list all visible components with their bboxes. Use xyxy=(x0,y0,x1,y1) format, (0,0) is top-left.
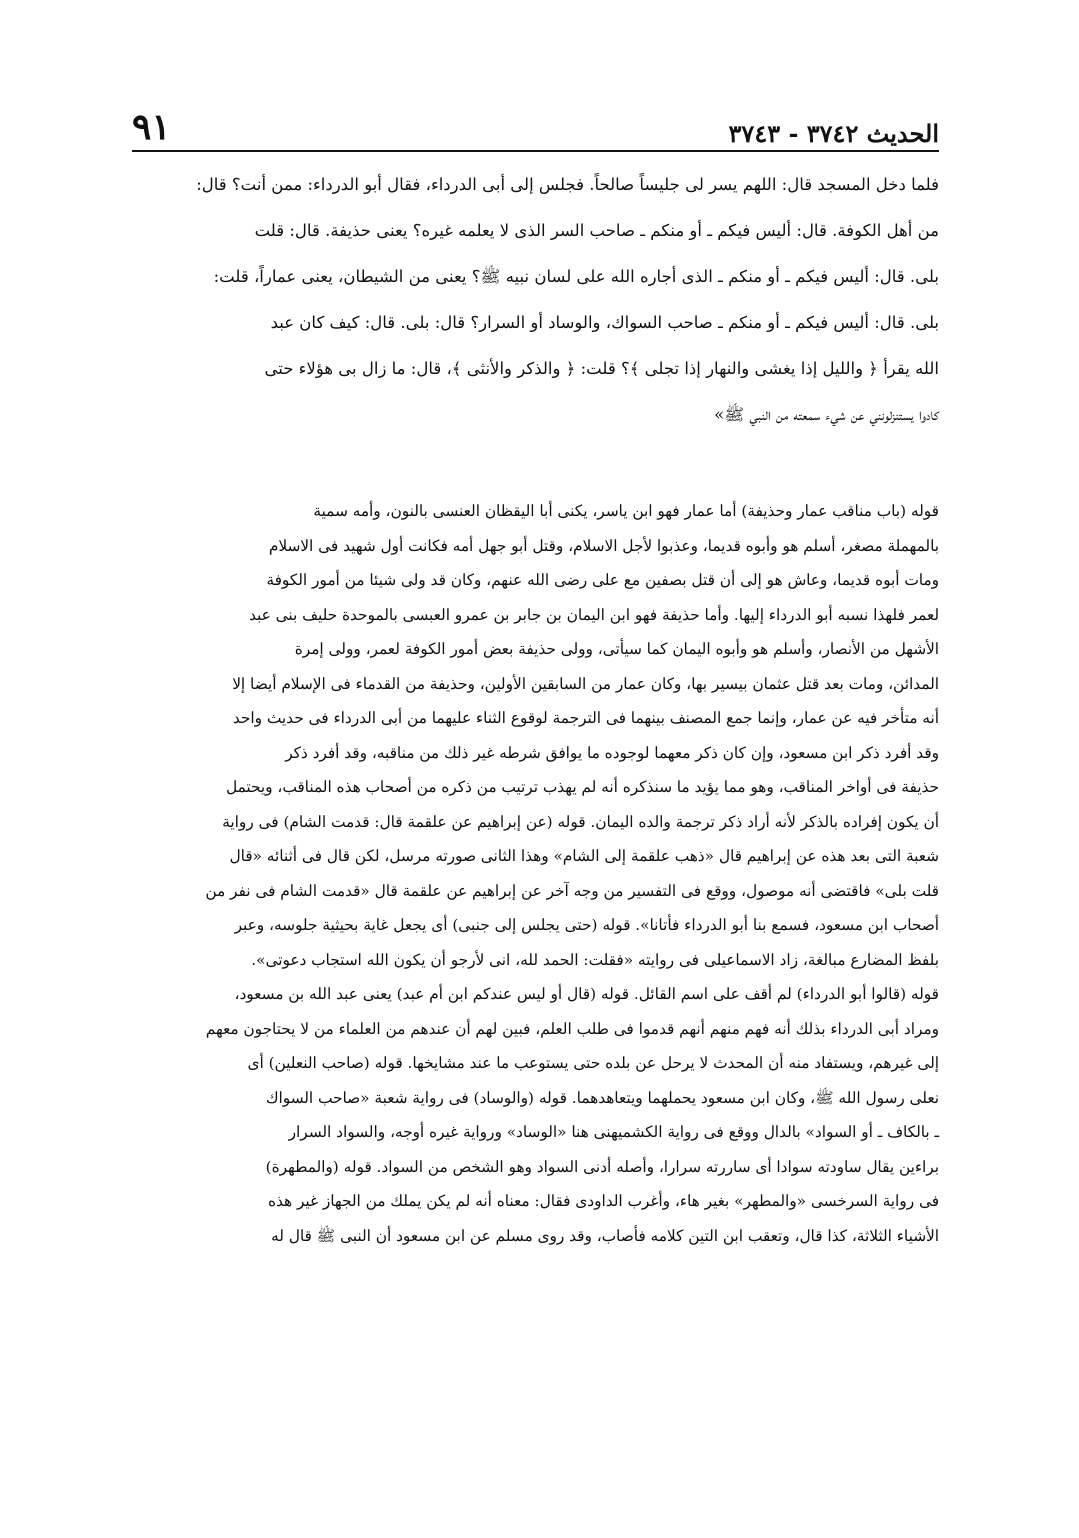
commentary-line: المدائن، ومات بعد قتل عثمان بيسير بها، وكان عمار من السابقين الأولين، وحذيفة من القدماء فى الإسلام أيضا إلا xyxy=(232,674,939,693)
commentary-line: حذيفة فى أواخر المناقب، وهو مما يؤيد ما سنذكره أنه لم يهذب ترتيب من ذكره من أصحاب هذه المناقب، ويحتمل xyxy=(225,778,939,796)
commentary-line: فى رواية السرخسى «والمطهر» بغير هاء، وأغرب الداودى فقال: معناه أنه لم يكن يملك من الجهاز غير هذه xyxy=(267,1192,939,1210)
header-rule xyxy=(132,150,939,152)
commentary-line: أصحاب ابن مسعود، فسمع بنا أبو الدرداء فأتانا». قوله (حتى يجلس إلى جنبى) أى يجعل غاية بحيثية جلوسه، وعبر xyxy=(234,916,939,934)
commentary-line: براءين يقال ساودته سوادا أى ساررته سرارا، وأصله أدنى السواد وهو الشخص من السواد. قوله (والمطهرة) xyxy=(265,1157,939,1176)
commentary-line: ومراد أبى الدرداء بذلك أنه فهم منهم أنهم قدموا فى طلب العلم، فبين لهم أن عندهم من العلماء من لا يحتاجون معهم xyxy=(205,1019,939,1038)
commentary-line: لعمر فلهذا نسبه أبو الدرداء إليها. وأما حذيفة فهو ابن اليمان بن جابر بن عمرو العبسى بالموحدة حليف بنى عبد xyxy=(249,605,939,624)
commentary-line: ومات أبوه قديما، وعاش هو إلى أن قتل بصفين مع على رضى الله عنهم، وكان قد ولى شيئا من أمور الكوفة xyxy=(266,571,939,589)
commentary-line: إلى غيرهم، ويستفاد منه أن المحدث لا يرحل عن بلده حتى يستوعب ما عند مشايخها. قوله (صاحب النعلين) أى xyxy=(247,1054,939,1072)
commentary-line: قوله (قالوا أبو الدرداء) لم أقف على اسم القائل. قوله (قال أو ليس عندكم ابن أم عبد) يعنى عبد الله بن مسعود، xyxy=(234,985,939,1003)
hadith-line: فلما دخل المسجد قال: اللهم يسر لى جليساً صالحاً. فجلس إلى أبى الدرداء، فقال أبو الدرداء: ممن أنت؟ قال: xyxy=(196,175,939,194)
commentary-line: أن يكون إفراده بالذكر لأنه أراد ذكر ترجمة والده اليمان. قوله (عن إبراهيم عن علقمة قال: قدمت الشام) فى رواية xyxy=(222,812,939,831)
hadith-line: من أهل الكوفة. قال: أليس فيكم ـ أو منكم ـ صاحب السر الذى لا يعلمه غيره؟ يعنى حذيفة. قال: قلت xyxy=(254,221,939,240)
commentary-text xyxy=(140,494,939,1253)
page-header xyxy=(132,92,939,148)
hadith-line: الله يقرأ ﴿ والليل إذا يغشى والنهار إذا تجلى ﴾؟ قلت: ﴿ والذكر والأنثى ﴾، قال: ما زال بى هؤلاء حتى xyxy=(264,359,939,378)
commentary-line: ـ بالكاف ـ أو السواد» بالدال ووقع فى رواية الكشميهنى هنا «الوساد» ورواية غيره أوجه، والسواد السرار xyxy=(288,1123,939,1141)
commentary-line: قوله (باب مناقب عمار وحذيفة) أما عمار فهو ابن ياسر، يكنى أبا اليقظان العنسى بالنون، وأمه سمية xyxy=(313,502,939,520)
commentary-line: بالمهملة مصغر، أسلم هو وأبوه قديما، وعذبوا لأجل الاسلام، وقتل أبو جهل أمه فكانت أول شهيد فى الاسلام xyxy=(268,536,939,555)
commentary-line: وقد أفرد ذكر ابن مسعود، وإن كان ذكر معهما لوجوده ما يوافق شرطه غير ذلك من مناقبه، وقد أفرد ذكر xyxy=(285,743,939,762)
commentary-line: قلت بلى» فاقتضى أنه موصول، ووقع فى التفسير من وجه آخر عن إبراهيم عن علقمة قال «قدمت الشام فى نفر من xyxy=(205,881,939,900)
page-number: ٩١ xyxy=(132,106,171,148)
hadith-line: بلى. قال: أليس فيكم ـ أو منكم ـ صاحب السواك، والوساد أو السرار؟ قال: بلى. قال: كيف كان عبد xyxy=(270,313,939,332)
commentary-line: الأشهل من الأنصار، وأسلم هو وأبوه اليمان كما سيأتى، وولى حذيفة بعض أمور الكوفة لعمر، وولى إمرة xyxy=(294,640,939,658)
commentary-line: الأشياء الثلاثة، كذا قال، وتعقب ابن التين كلامه فأصاب، وقد روى مسلم عن ابن مسعود أن النبى ﷺ قال له xyxy=(271,1226,939,1245)
commentary-line: شعبة التى بعد هذه عن إبراهيم قال «ذهب علقمة إلى الشام» وهذا الثانى صورته مرسل، لكن قال فى أثنائه «قال xyxy=(229,847,939,865)
hadith-line: كادوا يستنزلونني عن شيء سمعته من النبي ﷺ» xyxy=(714,405,939,424)
commentary-line: نعلى رسول الله ﷺ، وكان ابن مسعود يحملهما ويتعاهدهما. قوله (والوساد) فى رواية شعبة «صاحب السواك xyxy=(265,1088,939,1107)
commentary-line: بلفظ المضارع مبالغة، زاد الاسماعيلى فى روايته «فقلت: الحمد لله، انى لأرجو أن يكون الله استجاب دعوتى». xyxy=(251,950,939,969)
hadith-line: بلى. قال: أليس فيكم ـ أو منكم ـ الذى أجاره الله على لسان نبيه ﷺ؟ يعنى من الشيطان، يعنى عماراً، قلت: xyxy=(213,267,939,286)
commentary-line: أنه متأخر فيه عن عمار، وإنما جمع المصنف بينهما فى الترجمة لوقوع الثناء عليهما من أبى الدرداء فى حديث واحد xyxy=(232,709,939,727)
hadith-text xyxy=(140,162,939,438)
running-title: الحديث ٣٧٤٢ - ٣٧٤٣ xyxy=(728,119,939,148)
